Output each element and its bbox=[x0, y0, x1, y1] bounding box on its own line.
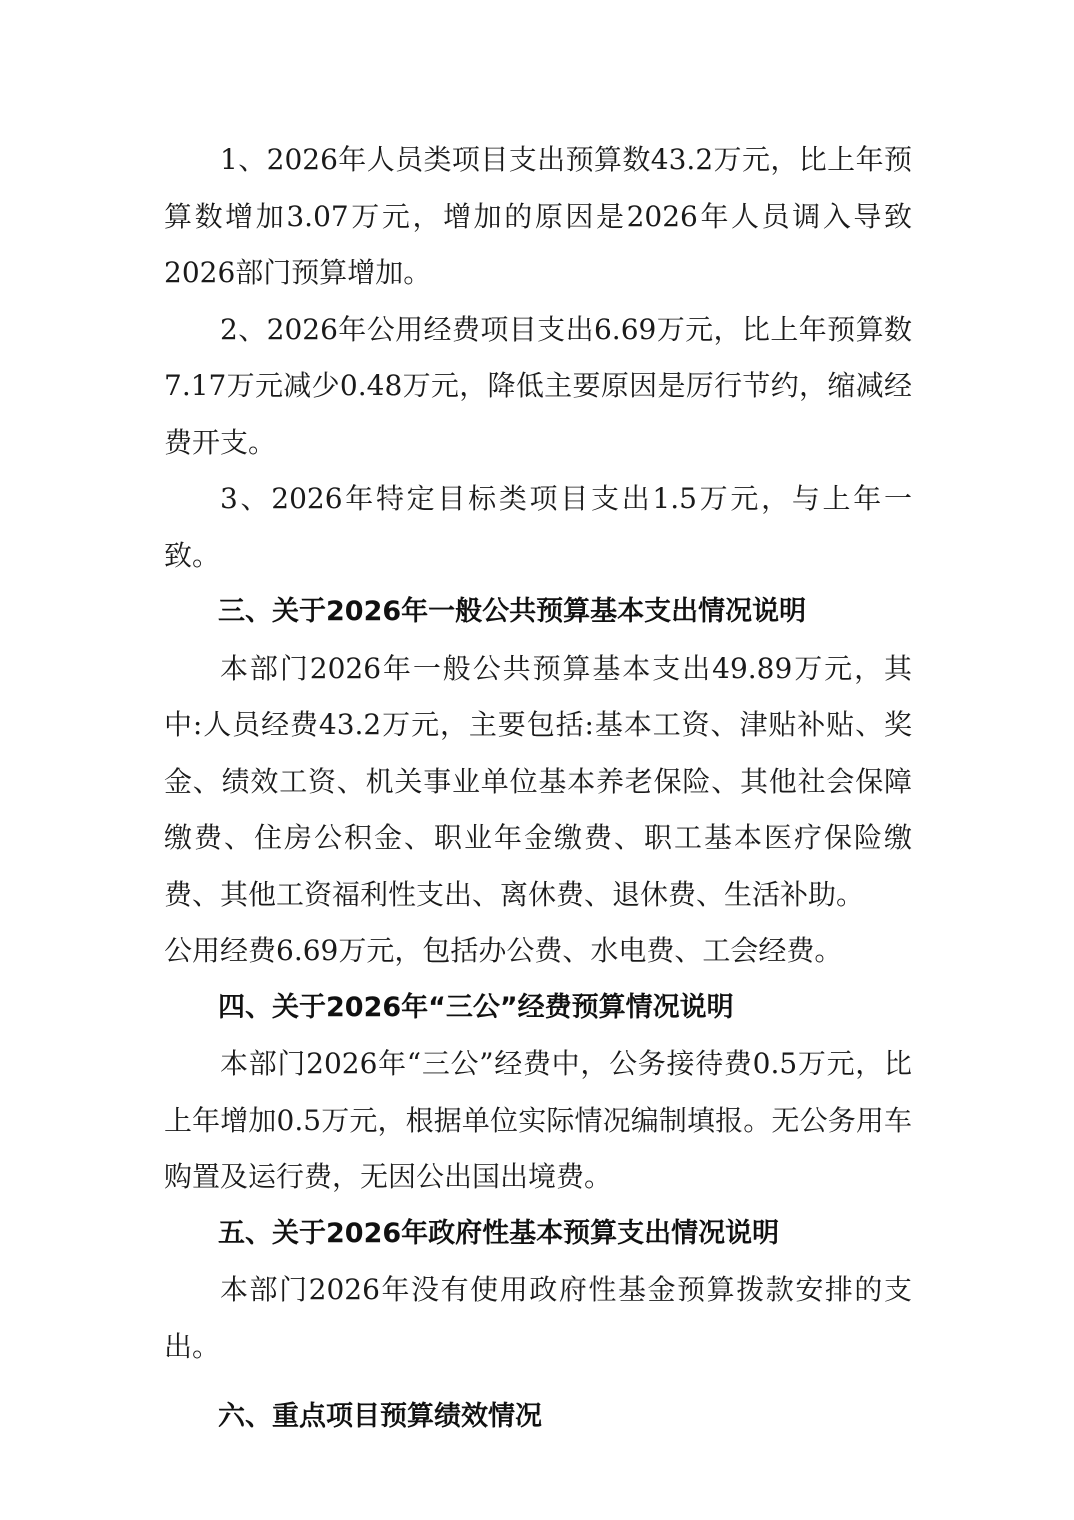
section-heading-6: 六、重点项目预算绩效情况 bbox=[218, 1401, 542, 1432]
paragraph-public-expenditure: 2、2026年公用经费项目支出6.69万元，比上年预算数7.17万元减少0.48万元，降低主要原因是厉行节约，缩减经费开支。 bbox=[164, 312, 912, 459]
document-body bbox=[164, 132, 912, 1446]
section-heading-4: 四、关于2026年“三公”经费预算情况说明 bbox=[218, 991, 734, 1023]
paragraph-three-public-funds: 本部门2026年“三公”经费中，公务接待费0.5万元，比上年增加0.5万元，根据单位实际情况编制填报。无公务用车购置及运行费，无因公出国出境费。 bbox=[164, 1047, 912, 1193]
paragraph-basic-expenditure: 本部门2026年一般公共预算基本支出49.89万元，其中:人员经费43.2万元，主要包括:基本工资、津贴补贴、奖金、绩效工资、机关事业单位基本养老保险、其他社会保障缴费、住房公积金、职业年金缴费、职工基本医疗保险缴费、其他工资福利性支出、离休费、退休费、生活补助。 bbox=[164, 651, 912, 911]
paragraph-public-funds: 公用经费6.69万元，包括办公费、水电费、工会经费。 bbox=[164, 934, 843, 967]
paragraph-specific-target-expenditure: 3、2026年特定目标类项目支出1.5万元，与上年一致。 bbox=[164, 482, 912, 572]
spacer bbox=[164, 1375, 912, 1389]
paragraph-personnel-expenditure: 1、2026年人员类项目支出预算数43.2万元，比上年预算数增加3.07万元，增加的原因是2026年人员调入导致2026部门预算增加。 bbox=[164, 143, 912, 289]
paragraph-government-fund: 本部门2026年没有使用政府性基金预算拨款安排的支出。 bbox=[164, 1273, 912, 1363]
section-heading-5: 五、关于2026年政府性基本预算支出情况说明 bbox=[218, 1217, 780, 1249]
section-heading-3: 三、关于2026年一般公共预算基本支出情况说明 bbox=[218, 596, 807, 627]
